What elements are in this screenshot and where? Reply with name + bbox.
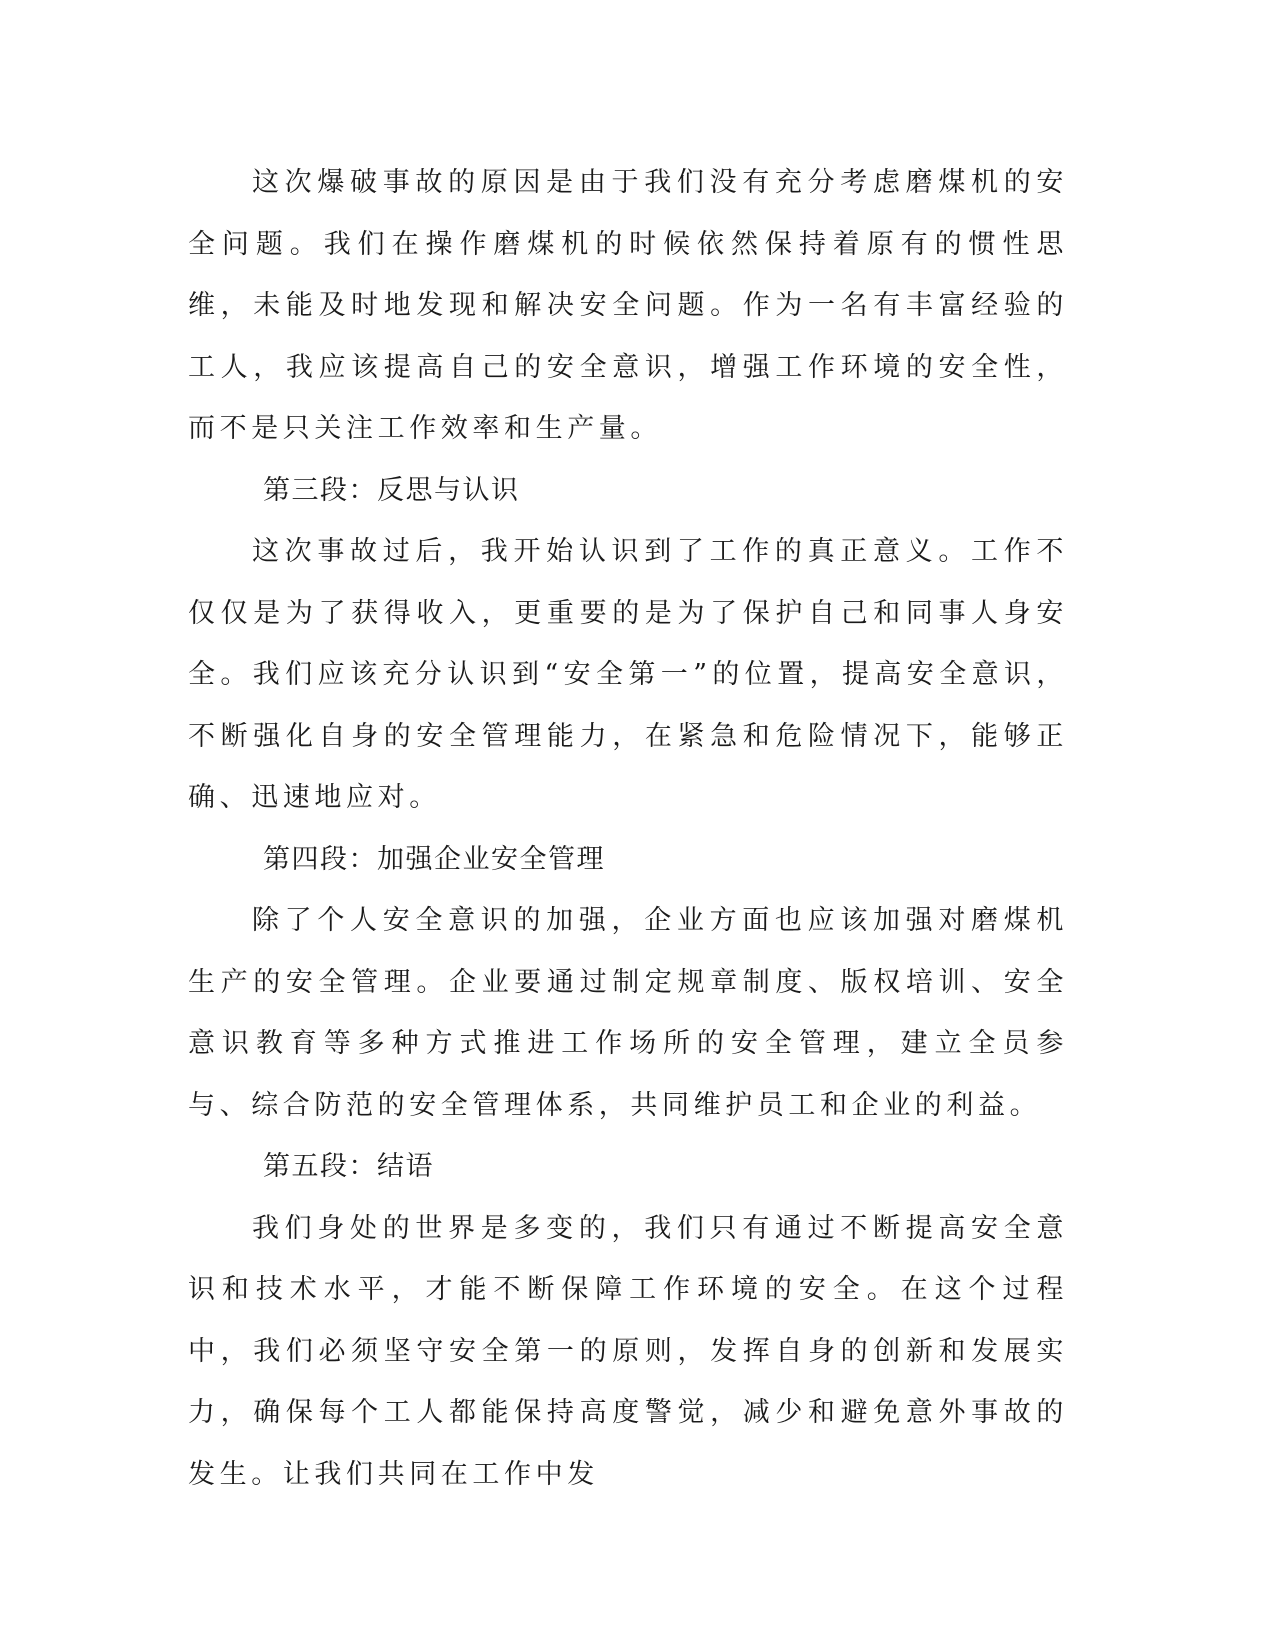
paragraph-reflection: 这次事故过后，我开始认识到了工作的真正意义。工作不仅仅是为了获得收入，更重要的是为了保护自己和同事人身安全。我们应该充分认识到“安全第一”的位置，提高安全意识，不断强化自身的安全管理能力，在紧急和危险情况下，能够正确、迅速地应对。 [188, 536, 1068, 813]
section-heading-enterprise-management: 第四段：加强企业安全管理 [263, 843, 605, 875]
paragraph-enterprise-management: 除了个人安全意识的加强，企业方面也应该加强对磨煤机生产的安全管理。企业要通过制定规章制度、版权培训、安全意识教育等多种方式推进工作场所的安全管理，建立全员参与、综合防范的安全管理体系，共同维护员工和企业的利益。 [188, 905, 1068, 1121]
paragraph-conclusion: 我们身处的世界是多变的，我们只有通过不断提高安全意识和技术水平，才能不断保障工作环境的安全。在这个过程中，我们必须坚守安全第一的原则，发挥自身的创新和发展实力，确保每个工人都能保持高度警觉，减少和避免意外事故的发生。让我们共同在工作中发 [188, 1212, 1068, 1490]
paragraph-accident-cause: 这次爆破事故的原因是由于我们没有充分考虑磨煤机的安全问题。我们在操作磨煤机的时候依然保持着原有的惯性思维，未能及时地发现和解决安全问题。作为一名有丰富经验的工人，我应该提高自己的安全意识，增强工作环境的安全性，而不是只关注工作效率和生产量。 [188, 167, 1068, 444]
document-body [188, 152, 1068, 1505]
section-heading-conclusion: 第五段：结语 [263, 1151, 434, 1182]
section-heading-reflection: 第三段：反思与认识 [263, 474, 520, 506]
